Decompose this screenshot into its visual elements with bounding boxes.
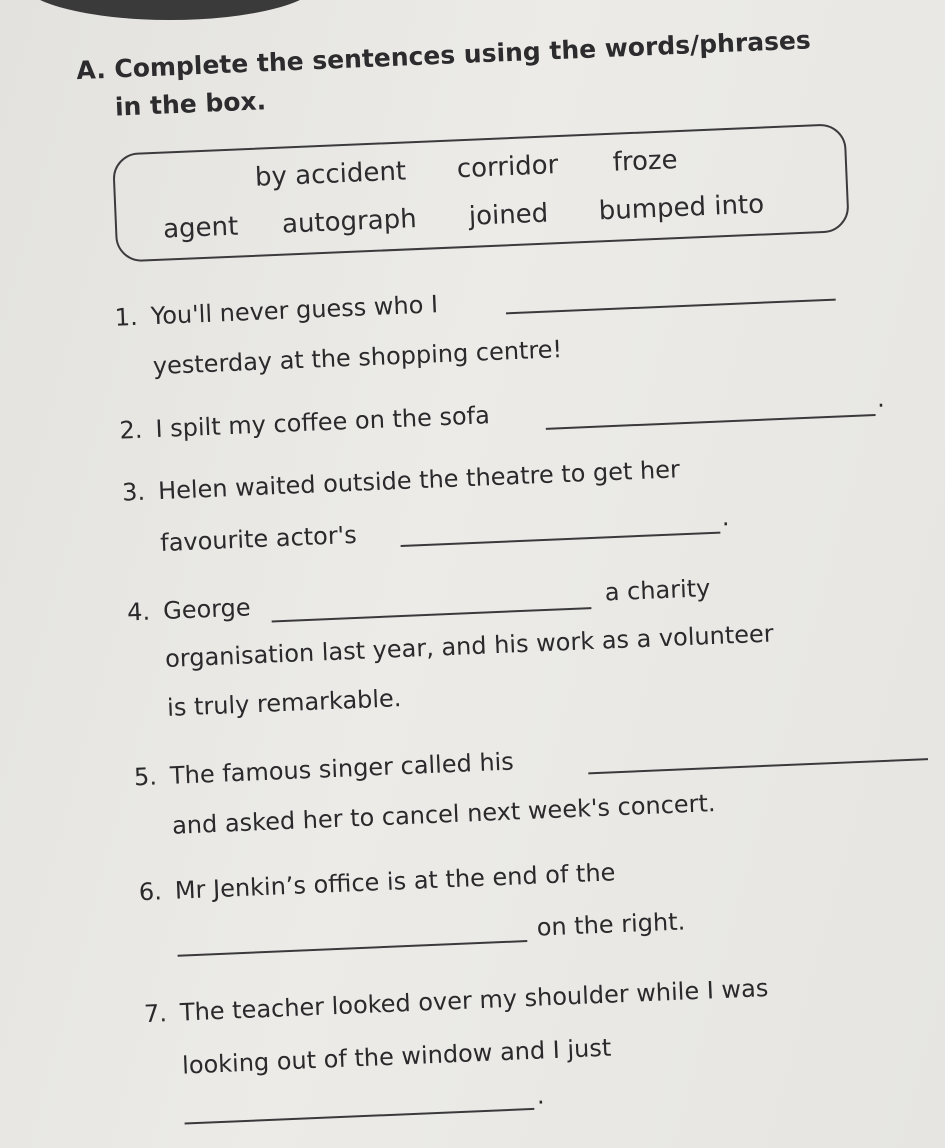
- question-7-period: .: [536, 1081, 545, 1110]
- exercise-heading: [76, 21, 813, 128]
- question-3-number: 3.: [121, 477, 146, 507]
- question-7-text-a: The teacher looked over my shoulder while I was: [179, 974, 769, 1027]
- question-3-period: .: [721, 503, 730, 532]
- question-5-text-a: The famous singer called his: [169, 747, 515, 790]
- question-4-text-a: George: [162, 593, 252, 625]
- question-4-text-b: a charity: [604, 574, 711, 607]
- question-7-number: 7.: [143, 999, 168, 1029]
- question-6-blank[interactable]: [178, 940, 528, 957]
- question-6-text-b: on the right.: [536, 907, 686, 942]
- question-1-number: 1.: [114, 302, 139, 332]
- question-1-text-b: yesterday at the shopping centre!: [152, 335, 563, 381]
- question-2-period: .: [876, 384, 886, 413]
- question-2-text-a: I spilt my coffee on the sofa: [154, 401, 491, 444]
- word-joined: joined: [468, 198, 549, 232]
- word-autograph: autograph: [281, 204, 418, 240]
- question-2-blank[interactable]: [546, 414, 876, 430]
- question-3-blank[interactable]: [401, 532, 721, 547]
- word-by-accident: by accident: [254, 156, 407, 193]
- heading-line-1: A. Complete the sentences using the words/phrases: [75, 25, 812, 86]
- question-5-number: 5.: [133, 762, 158, 792]
- question-1-blank[interactable]: [506, 299, 836, 315]
- word-froze: froze: [612, 145, 679, 178]
- question-2-number: 2.: [118, 415, 144, 445]
- question-1-text-a: You'll never guess who I: [150, 290, 439, 331]
- question-3-text-b: favourite actor's: [159, 520, 358, 558]
- word-agent: agent: [162, 211, 239, 245]
- question-7-blank[interactable]: [185, 1108, 535, 1125]
- question-4-blank[interactable]: [272, 607, 592, 622]
- question-4-text-d: is truly remarkable.: [166, 684, 402, 722]
- question-6-number: 6.: [138, 877, 163, 907]
- question-5-blank[interactable]: [588, 758, 928, 774]
- question-4-text-c: organisation last year, and his work as a volunteer: [164, 619, 775, 673]
- word-bumped-into: bumped into: [598, 189, 765, 227]
- heading-line-2: in the box.: [114, 86, 267, 122]
- question-6-text-a: Mr Jenkin’s office is at the end of the: [174, 858, 616, 905]
- question-4-number: 4.: [126, 597, 151, 627]
- question-5-text-b: and asked her to cancel next week's concert.: [171, 789, 717, 840]
- question-3-text-a: Helen waited outside the theatre to get her: [157, 455, 681, 506]
- word-corridor: corridor: [456, 150, 559, 185]
- question-7-text-b: looking out of the window and I just: [181, 1033, 612, 1080]
